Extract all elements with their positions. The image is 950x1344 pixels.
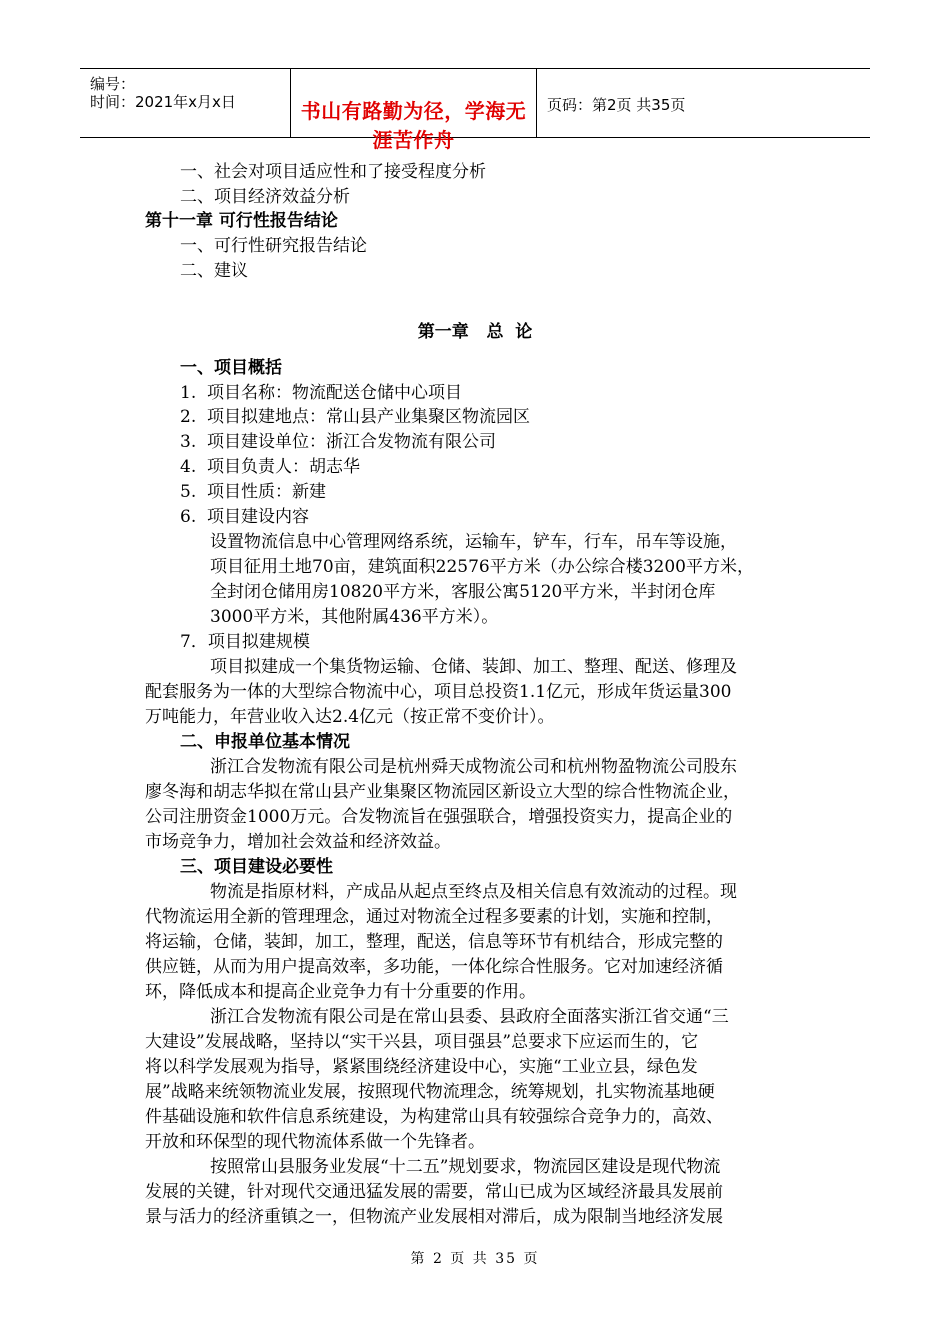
- paragraph-line: 大建设”发展战略，坚持以“实干兴县，项目强县”总要求下应运而生的，它: [145, 1032, 699, 1052]
- paragraph-line: 按照常山县服务业发展“十二五”规划要求，物流园区建设是现代物流: [210, 1157, 721, 1177]
- section-heading: 二、申报单位基本情况: [180, 732, 350, 752]
- list-item: 7．项目拟建规模: [180, 632, 310, 652]
- paragraph-line: 设置物流信息中心管理网络系统，运输车，铲车，行车，吊车等设施，: [210, 532, 737, 552]
- paragraph-line: 万吨能力，年营业收入达2.4亿元（按正常不变价计）。: [145, 707, 555, 727]
- paragraph-line: 配套服务为一体的大型综合物流中心，项目总投资1.1亿元，形成年货运量300: [145, 682, 732, 702]
- paragraph-line: 代物流运用全新的管理理念，通过对物流全过程多要素的计划，实施和控制，: [145, 907, 723, 927]
- toc-item: 一、社会对项目适应性和了接受程度分析: [180, 162, 486, 182]
- paragraph-line: 将运输，仓储，装卸，加工，整理，配送，信息等环节有机结合，形成完整的: [145, 932, 723, 952]
- header-motto: 书山有路勤为径，学海无涯苦作舟: [300, 99, 527, 152]
- page-header: [80, 68, 870, 152]
- paragraph-line: 3000平方米，其他附属436平方米）。: [210, 607, 499, 627]
- paragraph-line: 廖冬海和胡志华拟在常山县产业集聚区物流园区新设立大型的综合性物流企业，: [145, 782, 740, 802]
- header-info-cell: [80, 69, 290, 137]
- paragraph-line: 开放和环保型的现代物流体系做一个先锋者。: [145, 1132, 485, 1152]
- paragraph-line: 物流是指原材料，产成品从起点至终点及相关信息有效流动的过程。现: [210, 882, 737, 902]
- document-number-label: 编号：: [90, 75, 136, 93]
- paragraph-line: 项目拟建成一个集货物运输、仓储、装卸、加工、整理、配送、修理及: [210, 657, 737, 677]
- paragraph-line: 景与活力的经济重镇之一，但物流产业发展相对滞后，成为限制当地经济发展: [145, 1207, 723, 1227]
- paragraph-line: 市场竞争力，增加社会效益和经济效益。: [145, 832, 451, 852]
- paragraph-line: 浙江合发物流有限公司是在常山县委、县政府全面落实浙江省交通“三: [210, 1007, 729, 1027]
- header-motto-cell: [290, 69, 537, 152]
- section-heading: 一、项目概括: [180, 358, 282, 378]
- chapter-title: 第一章 总 论: [417, 322, 533, 342]
- list-item: 4. 项目负责人：胡志华: [180, 457, 361, 477]
- list-item: 6. 项目建设内容: [180, 507, 310, 527]
- paragraph-line: 件基础设施和软件信息系统建设，为构建常山具有较强综合竞争力的，高效、: [145, 1107, 723, 1127]
- paragraph-line: 将以科学发展观为指导，紧紧围绕经济建设中心，实施“工业立县，绿色发: [145, 1057, 698, 1077]
- toc-chapter: 第十一章 可行性报告结论: [145, 211, 338, 231]
- paragraph-line: 公司注册资金1000万元。合发物流旨在强强联合，增强投资实力，提高企业的: [145, 807, 733, 827]
- paragraph-line: 环，降低成本和提高企业竞争力有十分重要的作用。: [145, 982, 536, 1002]
- paragraph-line: 全封闭仓储用房10820平方米，客服公寓5120平方米，半封闭仓库: [210, 582, 716, 602]
- paragraph-line: 项目征用土地70亩，建筑面积22576平方米（办公综合楼3200平方米，: [210, 557, 754, 577]
- page-footer: 第 2 页 共 35 页: [410, 1251, 540, 1267]
- document-date-label: 时间：2021年x月x日: [90, 93, 236, 111]
- header-page-cell: [535, 69, 870, 137]
- section-heading: 三、项目建设必要性: [180, 857, 333, 877]
- list-item: 2. 项目拟建地点：常山县产业集聚区物流园区: [180, 407, 531, 427]
- header-page-info: 页码：第2页 共35页: [547, 96, 686, 114]
- paragraph-line: 展”战略来统领物流业发展，按照现代物流理念，统筹规划，扎实物流基地硬: [145, 1082, 715, 1102]
- paragraph-line: 浙江合发物流有限公司是杭州舜天成物流公司和杭州物盈物流公司股东: [210, 757, 737, 777]
- list-item: 3. 项目建设单位：浙江合发物流有限公司: [180, 432, 497, 452]
- toc-item: 一、可行性研究报告结论: [180, 236, 367, 256]
- paragraph-line: 供应链，从而为用户提高效率，多功能，一体化综合性服务。它对加速经济循: [145, 957, 723, 977]
- paragraph-line: 发展的关键，针对现代交通迅猛发展的需要，常山已成为区域经济最具发展前: [145, 1182, 723, 1202]
- toc-item: 二、项目经济效益分析: [180, 187, 350, 207]
- list-item: 5. 项目性质：新建: [180, 482, 327, 502]
- list-item: 1. 项目名称：物流配送仓储中心项目: [180, 383, 463, 403]
- toc-item: 二、建议: [180, 261, 248, 281]
